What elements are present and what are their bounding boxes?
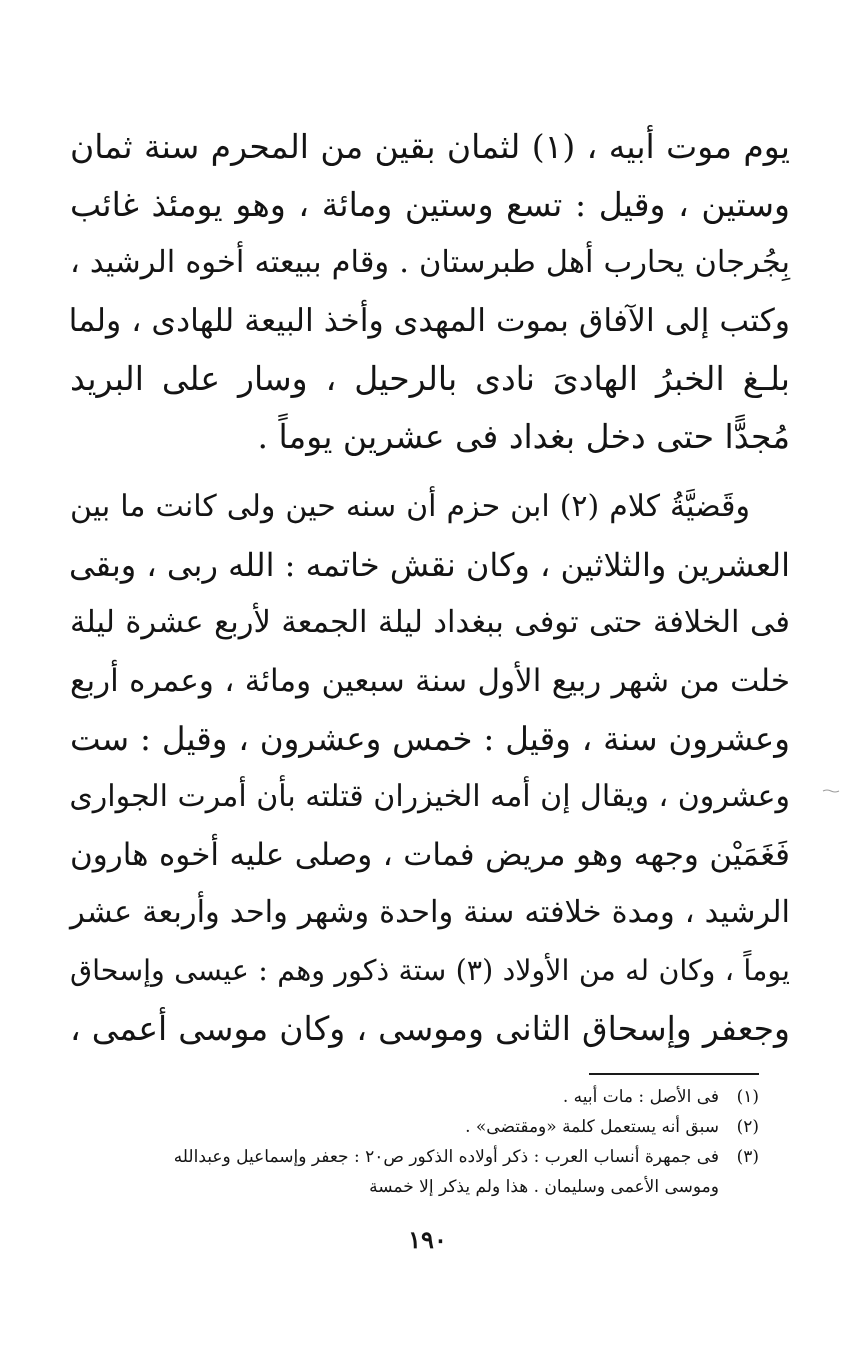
text-line: خلت من شهر ربيع الأول سنة سبعين ومائة ، وعمره أربع (70, 663, 790, 699)
footnote-continuation: وموسى الأعمى وسليمان . هذا ولم يذكر إلا خمسة (369, 1177, 719, 1197)
paragraph-gap (70, 466, 790, 478)
text-line: بلـغ الخبرُ الهادىَ نادى بالرحيل ، وسار على البريد (70, 359, 790, 398)
text-line: الرشيد ، ومدة خلافته سنة واحدة وشهر واحد وأربعة عشر (70, 895, 790, 930)
text-line: يوماً ، وكان له من الأولاد (٣) ستة ذكور وهم : عيسى وإسحاق (70, 954, 790, 987)
footnote (79, 1142, 759, 1172)
scan-artifact (822, 788, 840, 794)
footnotes (79, 1082, 759, 1202)
footnote (79, 1112, 759, 1142)
text-line: وقَضيَّةُ كلام (٢) ابن حزم أن سنه حين ولى كانت ما بين (70, 489, 750, 524)
footnote-number: (٢) (736, 1117, 759, 1137)
text-line: بِجُرجان يحارب أهل طبرستان . وقام ببيعته أخوه الرشيد ، (70, 245, 790, 280)
text-line: وعشرون سنة ، وقيل : خمس وعشرون ، وقيل : ست (70, 720, 790, 758)
text-line: فى الخلافة حتى توفى ببغداد ليلة الجمعة لأربع عشرة ليلة (70, 605, 790, 640)
footnote (79, 1082, 759, 1112)
text-line: وستين ، وقيل : تسع وستين ومائة ، وهو يومئذ غائب (70, 185, 790, 224)
text-line: وجعفر وإسحاق الثانى وموسى ، وكان موسى أعمى ، (70, 1009, 790, 1048)
footnote-divider (589, 1073, 759, 1075)
footnote-number: (١) (736, 1087, 759, 1107)
text-line: مُجدًّا حتى دخل بغداد فى عشرين يوماً . (257, 417, 790, 456)
text-line: العشرين والثلاثين ، وكان نقش خاتمه : الله ربى ، وبقى (68, 546, 790, 584)
text-line: وعشرون ، ويقال إن أمه الخيزران قتلته بأن أمرت الجوارى (69, 779, 790, 814)
page-number: ١٩٠ (408, 1225, 447, 1254)
footnote-text: سبق أنه يستعمل كلمة «ومقتضى» . (465, 1117, 719, 1137)
footnote-number: (٣) (736, 1147, 759, 1167)
text-line: فَغَمَيْن وجهه وهو مريض فمات ، وصلى عليه أخوه هارون (70, 837, 790, 873)
footnote-text: فى الأصل : مات أبيه . (562, 1087, 719, 1107)
text-line: يوم موت أبيه ، (١) لثمان بقين من المحرم سنة ثمان (70, 127, 790, 166)
text-line: وكتب إلى الآفاق بموت المهدى وأخذ البيعة للهادى ، ولما (68, 303, 790, 339)
footnote-text: فى جمهرة أنساب العرب : ذكر أولاده الذكور ص٢٠ : جعفر وإسماعيل وعبدالله (173, 1147, 719, 1167)
main-text (70, 118, 790, 1058)
